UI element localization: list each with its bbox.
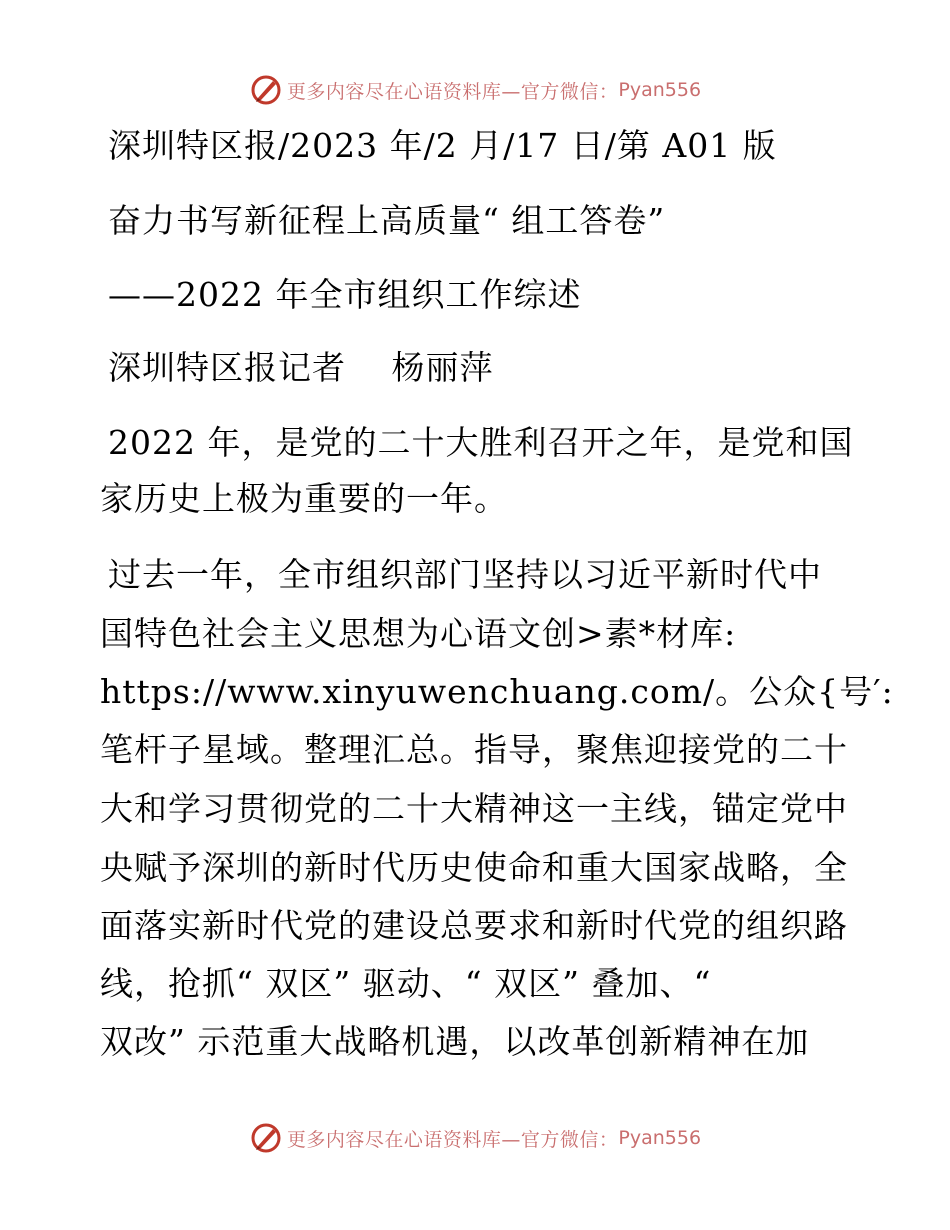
pen-logo-icon — [249, 73, 283, 107]
body-line: 央赋予深圳的新时代历史使命和重大国家战略，全 — [100, 848, 848, 887]
byline: 深圳特区报记者 杨丽萍 — [108, 348, 494, 387]
watermark-wechat-id: Pyan556 — [618, 79, 702, 101]
watermark-wechat-id: Pyan556 — [618, 1127, 702, 1149]
body-line: 2022 年，是党的二十大胜利召开之年，是党和国 — [108, 423, 854, 462]
watermark-footer — [0, 1118, 950, 1158]
pen-logo-icon — [249, 1121, 283, 1155]
body-line: 线，抢抓“ 双区” 驱动、“ 双区” 叠加、“ — [100, 964, 712, 1003]
body-line: 双改” 示范重大战略机遇，以改革创新精神在加 — [100, 1022, 810, 1061]
body-line: 国特色社会主义思想为心语文创>素*材库: — [100, 614, 737, 653]
watermark-text: 更多内容尽在心语资料库—官方微信： — [286, 1128, 619, 1151]
watermark-text: 更多内容尽在心语资料库—官方微信： — [286, 80, 619, 103]
watermark-header — [0, 70, 950, 110]
body-line: 过去一年，全市组织部门坚持以习近平新时代中 — [108, 555, 822, 594]
body-line: 家历史上极为重要的一年。 — [100, 479, 508, 518]
article-subtitle: ——2022 年全市组织工作综述 — [108, 275, 582, 314]
body-line: 大和学习贯彻党的二十大精神这一主线，锚定党中 — [100, 789, 848, 828]
body-line: 面落实新时代党的建设总要求和新时代党的组织路 — [100, 906, 848, 945]
source-line: 深圳特区报/2023 年/2 月/17 日/第 A01 版 — [108, 126, 777, 165]
article-title: 奋力书写新征程上高质量“ 组工答卷” — [108, 201, 666, 240]
body-line: https://www.xinyuwenchuang.com/。公众{号′: — [100, 672, 894, 711]
body-line: 笔杆子星域。整理汇总。指导，聚焦迎接党的二十 — [100, 730, 848, 769]
